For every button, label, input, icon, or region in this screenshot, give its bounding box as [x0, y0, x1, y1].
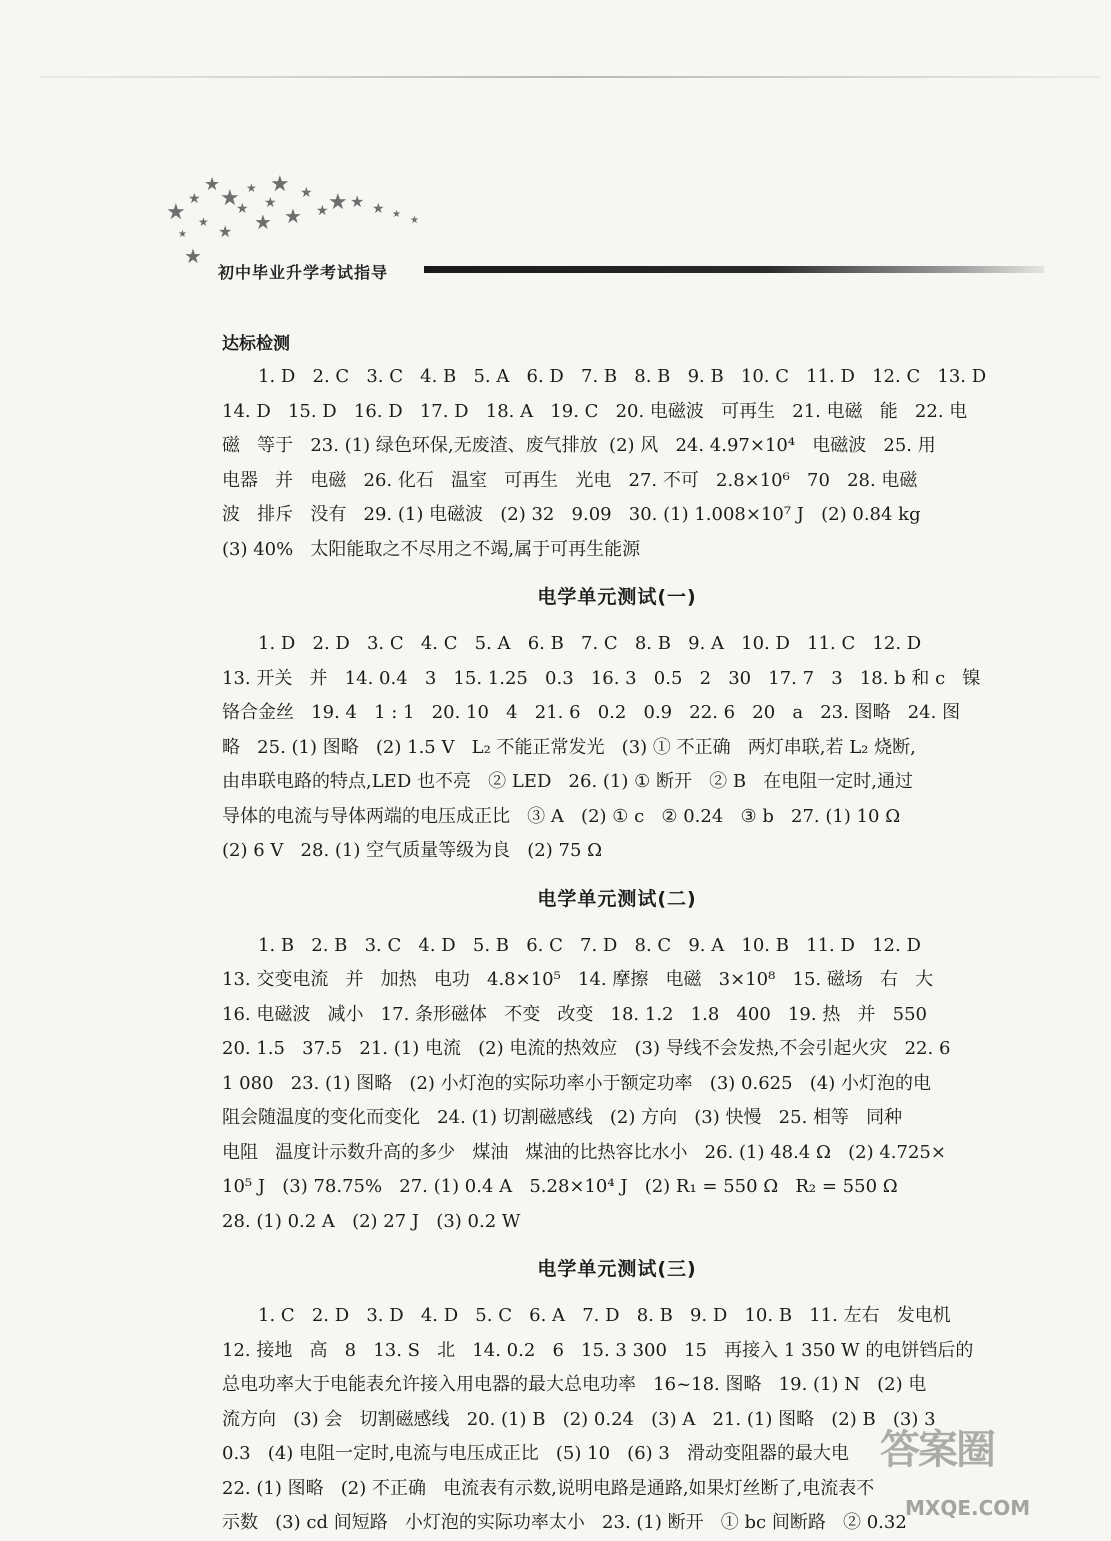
section-answers [222, 627, 1012, 869]
answer-line: 电器 并 电磁 26. 化石 温室 可再生 光电 27. 不可 2.8×10⁶ 70 28. 电磁 [222, 469, 918, 491]
answer-line: (3) 40% 太阳能取之不尽用之不竭,属于可再生能源 [222, 538, 641, 560]
answer-line: 1. B 2. B 3. C 4. D 5. B 6. C 7. D 8. C 9. A 10. B 11. D 12. D [258, 934, 921, 956]
watermark-logo: 答案圈 [880, 1427, 994, 1473]
star-icon: ★ [284, 204, 302, 228]
star-icon: ★ [350, 192, 365, 211]
watermark-url: MXQE.COM [905, 1496, 1031, 1520]
section-answers [222, 929, 1012, 1240]
star-icon: ★ [184, 244, 202, 268]
answer-content [222, 328, 1012, 1541]
answer-line: 电阻 温度计示数升高的多少 煤油 煤油的比热容比水小 26. (1) 48.4 Ω (2) 4.725× [222, 1141, 946, 1163]
star-icon: ★ [410, 215, 419, 226]
star-decoration [160, 172, 440, 272]
star-icon: ★ [392, 209, 401, 220]
answer-line: 流方向 (3) 会 切割磁感线 20. (1) B (2) 0.24 (3) A 21. (1) 图略 (2) B (3) 3 [222, 1408, 936, 1430]
section-title: 电学单元测试(三) [537, 1258, 697, 1280]
star-icon: ★ [188, 191, 201, 207]
answer-line: (2) 6 V 28. (1) 空气质量等级为良 (2) 75 Ω [222, 840, 603, 861]
answer-line: 波 排斥 没有 29. (1) 电磁波 (2) 32 9.09 30. (1) 1.008×10⁷ J (2) 0.84 kg [222, 504, 921, 525]
answer-line: 1. C 2. D 3. D 4. D 5. C 6. A 7. D 8. B 9. D 10. B 11. 左右 发电机 [258, 1305, 951, 1326]
answer-line: 1. D 2. D 3. C 4. C 5. A 6. B 7. C 8. B 9. A 10. D 11. C 12. D [258, 633, 922, 654]
star-icon: ★ [236, 201, 249, 217]
star-icon: ★ [178, 229, 187, 240]
answer-line: 28. (1) 0.2 A (2) 27 J (3) 0.2 W [222, 1210, 521, 1232]
answer-line: 16. 电磁波 减小 17. 条形磁体 不变 改变 18. 1.2 1.8 400 19. 热 并 550 [222, 1003, 928, 1025]
answer-line: 总电功率大于电能表允许接入用电器的最大总电功率 16~18. 图略 19. (1) N (2) 电 [222, 1374, 927, 1395]
answer-line: 22. (1) 图略 (2) 不正确 电流表有示数,说明电路是通路,如果灯丝断了,电流表不 [222, 1477, 875, 1499]
answer-line: 磁 等于 23. (1) 绿色环保,无废渣、废气排放 (2) 风 24. 4.97×10⁴ 电磁波 25. 用 [222, 435, 936, 456]
star-icon: ★ [204, 174, 221, 195]
section-label: 达标检测 [222, 334, 290, 354]
answer-line: 略 25. (1) 图略 (2) 1.5 V L₂ 不能正常发光 (3) ① 不正确 两灯串联,若 L₂ 烧断, [222, 736, 916, 758]
star-icon: ★ [198, 215, 209, 229]
star-icon: ★ [218, 222, 233, 241]
section-answers [222, 360, 1012, 567]
section-title: 电学单元测试(二) [537, 887, 697, 910]
star-icon: ★ [372, 201, 385, 217]
header-rule [424, 266, 1044, 273]
star-icon: ★ [220, 186, 240, 211]
answer-line: 13. 开关 并 14. 0.4 3 15. 1.25 0.3 16. 3 0.5 2 30 17. 7 3 18. b 和 c 镍 [222, 667, 981, 689]
star-icon: ★ [246, 181, 257, 195]
answer-line: 导体的电流与导体两端的电压成正比 ③ A (2) ① c ② 0.24 ③ b 27. (1) 10 Ω [222, 805, 901, 827]
answer-line: 10⁵ J (3) 78.75% 27. (1) 0.4 A 5.28×10⁴ J (2) R₁ = 550 Ω R₂ = 550 Ω [222, 1176, 898, 1197]
answer-line: 1 080 23. (1) 图略 (2) 小灯泡的实际功率小于额定功率 (3) 0.625 (4) 小灯泡的电 [222, 1072, 931, 1094]
top-rule [40, 76, 1100, 78]
answer-line: 1. D 2. C 3. C 4. B 5. A 6. D 7. B 8. B 9. B 10. C 11. D 12. C 13. D [258, 366, 987, 387]
star-icon: ★ [300, 185, 313, 201]
answer-line: 13. 交变电流 并 加热 电功 4.8×10⁵ 14. 摩擦 电磁 3×10⁸ 15. 磁场 右 大 [222, 969, 934, 990]
star-icon: ★ [166, 200, 186, 225]
answer-line: 由串联电路的特点,LED 也不亮 ② LED 26. (1) ① 断开 ② B 在电阻一定时,通过 [222, 771, 913, 792]
answer-line: 示数 (3) cd 间短路 小灯泡的实际功率太小 23. (1) 断开 ① bc 间断路 ② 0.32 [222, 1512, 907, 1533]
star-icon: ★ [328, 190, 348, 215]
answer-line: 14. D 15. D 16. D 17. D 18. A 19. C 20. 电磁波 可再生 21. 电磁 能 22. 电 [222, 400, 968, 422]
answer-line: 0.3 (4) 电阻一定时,电流与电压成正比 (5) 10 (6) 3 滑动变阻器的最大电 [222, 1443, 850, 1464]
running-header-title: 初中毕业升学考试指导 [218, 263, 389, 282]
answer-line: 阻会随温度的变化而变化 24. (1) 切割磁感线 (2) 方向 (3) 快慢 25. 相等 同种 [222, 1107, 903, 1128]
answer-line: 12. 接地 高 8 13. S 北 14. 0.2 6 15. 3 300 15 再接入 1 350 W 的电饼铛后的 [222, 1339, 974, 1361]
star-icon: ★ [316, 203, 329, 219]
answer-line: 20. 1.5 37.5 21. (1) 电流 (2) 电流的热效应 (3) 导线不会发热,不会引起火灾 22. 6 [222, 1038, 951, 1059]
star-icon: ★ [254, 210, 272, 234]
star-icon: ★ [270, 172, 290, 197]
section-title: 电学单元测试(一) [537, 586, 697, 608]
star-icon: ★ [264, 195, 277, 211]
answer-line: 铬合金丝 19. 4 1 : 1 20. 10 4 21. 6 0.2 0.9 22. 6 20 a 23. 图略 24. 图 [222, 702, 961, 723]
